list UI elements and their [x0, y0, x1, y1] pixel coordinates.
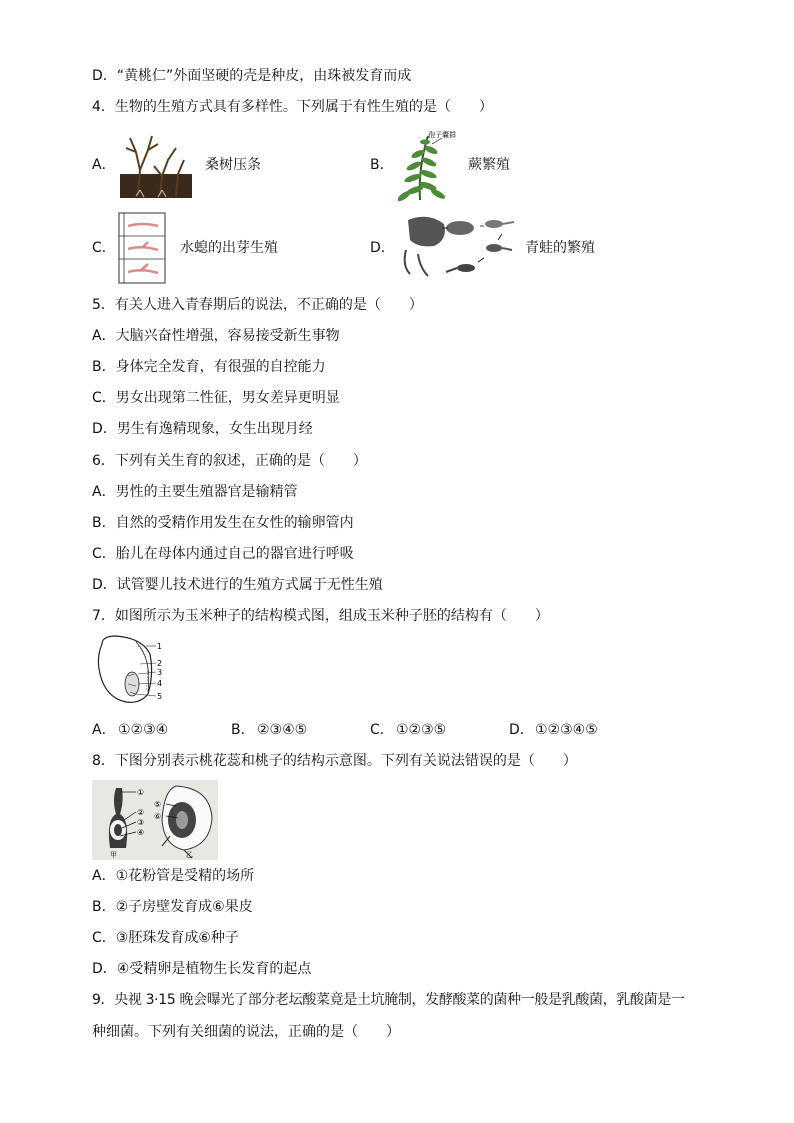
q8-label-2: ②: [137, 808, 145, 817]
q6-stem: 6．下列有关生育的叙述，正确的是（ ）: [92, 453, 367, 469]
fern-image: [398, 128, 468, 202]
q3-option-d: D．“黄桃仁”外面坚硬的壳是种皮，由珠被发育而成: [92, 68, 412, 84]
q7-label-1: 1: [157, 642, 163, 651]
q6-option-a: A．男性的主要生殖器官是输精管: [92, 484, 298, 500]
q7-option-b-letter: B．: [231, 722, 255, 738]
q5-option-b: B．身体完全发育，有很强的自控能力: [92, 359, 326, 375]
q9-stem-line2: 种细菌。下列有关细菌的说法，正确的是（ ）: [92, 1024, 400, 1040]
q9-stem-line1: 9．央视 3·15 晚会曝光了部分老坛酸菜竟是土坑腌制，发酵酸菜的菌种一般是乳酸菌，乳酸菌是一: [92, 992, 685, 1008]
q8-option-b: B．②子房壁发育成⑥果皮: [92, 899, 253, 915]
q4-stem: 4．生物的生殖方式具有多样性。下列属于有性生殖的是（ ）: [92, 99, 493, 115]
q8-label-1: ①: [137, 788, 145, 797]
q7-label-3: 3: [157, 668, 163, 677]
q7-option-c-text: ①②③⑤: [396, 722, 447, 738]
q4-option-d-text: 青蛙的繁殖: [525, 240, 595, 256]
q8-stem: 8．下图分别表示桃花蕊和桃子的结构示意图。下列有关说法错误的是（ ）: [92, 753, 577, 769]
q7-label-4: 4: [157, 679, 163, 688]
q4-option-c-text: 水螅的出芽生殖: [180, 240, 278, 256]
q5-stem: 5．有关人进入青春期后的说法，不正确的是（ ）: [92, 297, 423, 313]
q8-option-d: D．④受精卵是植物生长发育的起点: [92, 961, 312, 977]
q4-option-a-letter: A．: [92, 157, 116, 173]
q4-option-c-letter: C．: [92, 240, 116, 256]
q4-option-b-letter: B．: [370, 157, 394, 173]
q4-option-d-letter: D．: [370, 240, 395, 256]
q6-option-b: B．自然的受精作用发生在女性的输卵管内: [92, 515, 354, 531]
fern-sporangia-label: 孢子囊群: [428, 131, 456, 139]
q7-option-a-letter: A．: [92, 722, 116, 738]
peach-flower-fruit-diagram: [92, 780, 218, 860]
corn-seed-diagram: [92, 634, 172, 706]
q8-label-jia: 甲: [110, 851, 117, 859]
q8-label-5: ⑤: [154, 800, 162, 809]
q8-label-3: ③: [137, 818, 145, 827]
q6-option-d: D．试管婴儿技术进行的生殖方式属于无性生殖: [92, 577, 383, 593]
q8-option-a: A．①花粉管是受精的场所: [92, 868, 255, 884]
q7-option-d-text: ①②③④⑤: [535, 722, 598, 738]
q4-option-b-text: 蕨繁殖: [468, 157, 510, 173]
q7-option-c-letter: C．: [370, 722, 394, 738]
q5-option-a: A．大脑兴奋性增强，容易接受新生事物: [92, 328, 340, 344]
q5-option-c: C．男女出现第二性征，男女差异更明显: [92, 390, 340, 406]
q7-option-b-text: ②③④⑤: [257, 722, 308, 738]
q7-label-5: 5: [157, 692, 163, 701]
q8-label-6: ⑥: [154, 812, 162, 821]
frog-life-cycle-image: [398, 210, 518, 280]
q7-stem: 7．如图所示为玉米种子的结构模式图，组成玉米种子胚的结构有（ ）: [92, 608, 549, 624]
q7-option-a-text: ①②③④: [118, 722, 169, 738]
q8-option-c: C．③胚珠发育成⑥种子: [92, 930, 239, 946]
q8-label-yi: 乙: [186, 851, 193, 859]
q4-option-a-text: 桑树压条: [205, 157, 261, 173]
q7-option-d-letter: D．: [509, 722, 534, 738]
hydra-budding-image: [118, 212, 166, 284]
mulberry-layering-image: [118, 130, 194, 200]
q5-option-d: D．男生有逸精现象，女生出现月经: [92, 421, 313, 437]
q7-label-2: 2: [157, 659, 163, 668]
q8-label-4: ④: [137, 828, 145, 837]
q6-option-c: C．胎儿在母体内通过自己的器官进行呼吸: [92, 546, 354, 562]
